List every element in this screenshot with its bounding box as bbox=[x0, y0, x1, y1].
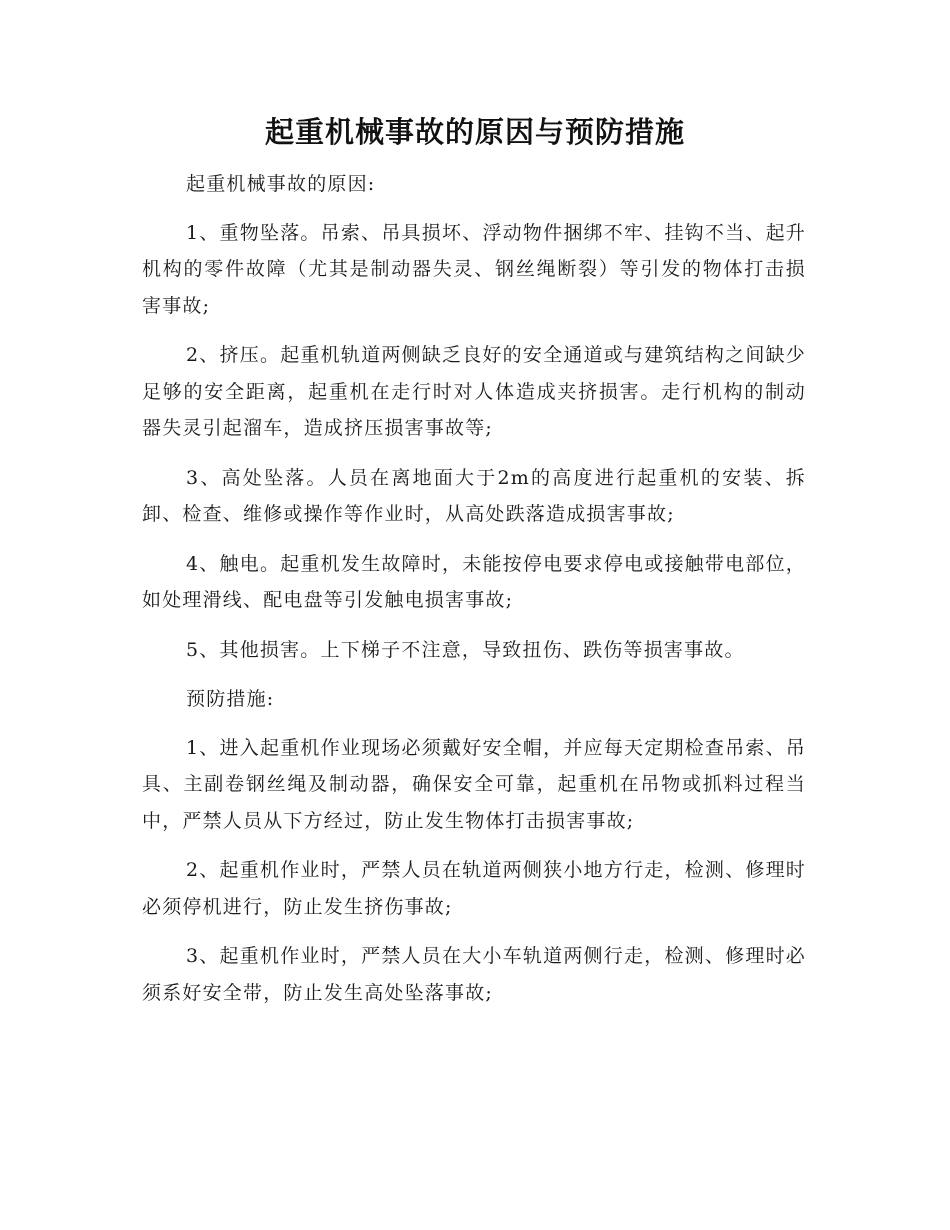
paragraph-cause-2: 2、挤压。起重机轨道两侧缺乏良好的安全通道或与建筑结构之间缺少足够的安全距离，起重机在走行时对人体造成夹挤损害。走行机构的制动器失灵引起溜车，造成挤压损害事故等; bbox=[142, 344, 806, 439]
paragraph-prevention-2: 2、起重机作业时，严禁人员在轨道两侧狭小地方行走，检测、修理时必须停机进行，防止发生挤伤事故; bbox=[142, 859, 806, 918]
section-heading-prevention: 预防措施: bbox=[186, 688, 275, 710]
paragraph-prevention-3: 3、起重机作业时，严禁人员在大小车轨道两侧行走，检测、修理时必须系好安全带，防止发生高处坠落事故; bbox=[142, 945, 806, 1004]
document-title: 起重机械事故的原因与预防措施 bbox=[264, 115, 685, 149]
paragraph-prevention-1: 1、进入起重机作业现场必须戴好安全帽，并应每天定期检查吊索、吊具、主副卷钢丝绳及制动器，确保安全可靠，起重机在吊物或抓料过程当中，严禁人员从下方经过，防止发生物体打击损害事故; bbox=[142, 736, 806, 832]
paragraph-cause-1: 1、重物坠落。吊索、吊具损坏、浮动物件捆绑不牢、挂钩不当、起升机构的零件故障（尤其是制动器失灵、钢丝绳断裂）等引发的物体打击损害事故; bbox=[142, 221, 806, 317]
section-heading-causes: 起重机械事故的原因: bbox=[186, 173, 376, 195]
paragraph-cause-4: 4、触电。起重机发生故障时，未能按停电要求停电或接触带电部位，如处理滑线、配电盘等引发触电损害事故; bbox=[142, 552, 806, 611]
paragraph-cause-5: 5、其他损害。上下梯子不注意，导致扭伤、跌伤等损害事故。 bbox=[186, 638, 745, 661]
document-body bbox=[142, 166, 806, 1024]
paragraph-cause-3: 3、高处坠落。人员在离地面大于2m的高度进行起重机的安装、拆卸、检查、维修或操作等作业时，从高处跌落造成损害事故; bbox=[142, 466, 806, 525]
